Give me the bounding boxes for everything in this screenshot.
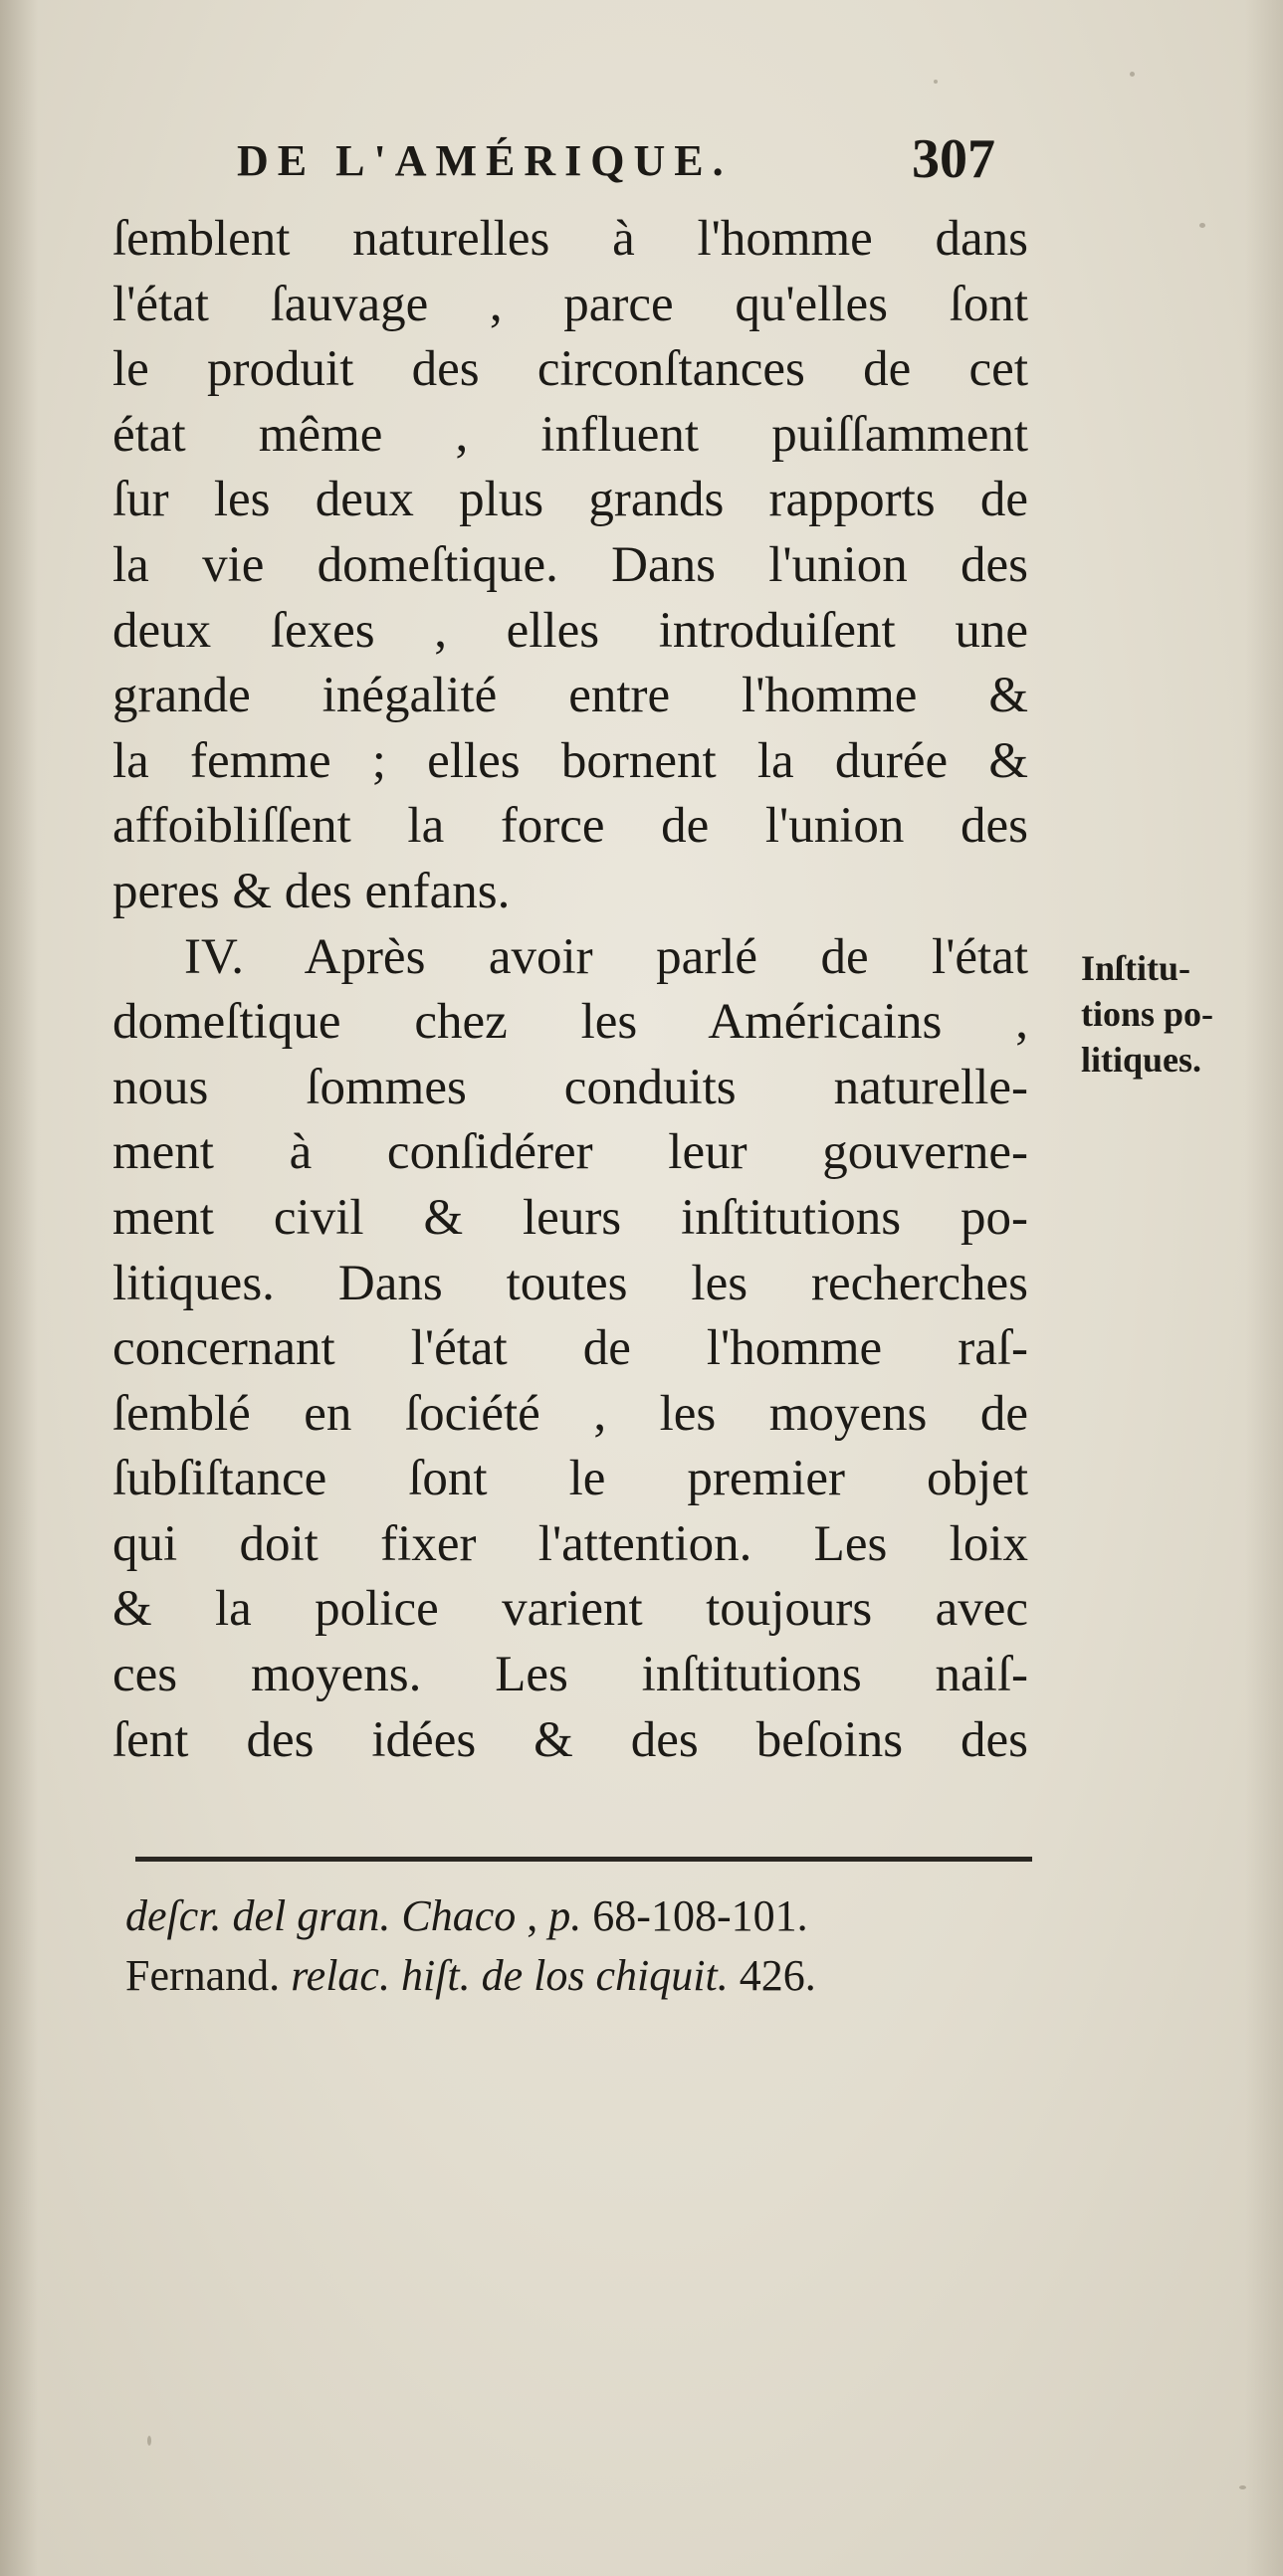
body-text bbox=[112, 207, 1028, 1773]
text-line: ment civil & leurs inſtitutions po- bbox=[112, 1189, 1028, 1246]
text-line: la vie domeſtique. Dans l'union des bbox=[112, 536, 1028, 593]
text-line: qui doit fixer l'attention. Les loix bbox=[112, 1515, 1028, 1572]
text-line: affoibliſſent la force de l'union des bbox=[112, 798, 1028, 855]
footnote-line bbox=[125, 1886, 1041, 1946]
text-line: & la police varient toujours avec bbox=[112, 1581, 1028, 1638]
text-line: ſent des idées & des beſoins des bbox=[112, 1711, 1028, 1768]
paper-speck bbox=[1199, 223, 1205, 228]
text-line: ces moyens. Les inſtitutions naiſ- bbox=[112, 1647, 1028, 1703]
text-line: ſur les deux plus grands rapports de bbox=[112, 472, 1028, 528]
text-line: état même , influent puiſſamment bbox=[112, 406, 1028, 463]
footnote-rule bbox=[135, 1857, 1032, 1862]
footnote-title: deſcr. del gran. Chaco bbox=[125, 1891, 517, 1940]
text-line: grande inégalité entre l'homme & bbox=[112, 668, 1028, 724]
text-line: le produit des circonſtances de cet bbox=[112, 341, 1028, 398]
marginal-note-line: litiques. bbox=[1081, 1040, 1202, 1080]
footnote-author: Fernand. bbox=[125, 1951, 281, 2000]
text-line: ſubſiſtance ſont le premier objet bbox=[112, 1451, 1028, 1507]
text-line: ſemblent naturelles à l'homme dans bbox=[112, 211, 1028, 267]
text-line: la femme ; elles bornent la durée & bbox=[112, 732, 1028, 789]
page-edge-shadow-right bbox=[1245, 0, 1283, 2576]
marginal-note bbox=[1081, 945, 1255, 1083]
running-head: DE L'AMÉRIQUE. bbox=[237, 136, 733, 185]
marginal-note-line: Inſtitu- bbox=[1081, 948, 1191, 988]
text-line: ſemblé en ſociété , les moyens de bbox=[112, 1385, 1028, 1442]
marginal-note-line: tions po- bbox=[1081, 994, 1214, 1034]
paper-speck bbox=[1239, 2485, 1246, 2489]
footnote-pages: 68-108-101. bbox=[581, 1891, 808, 1940]
footnote-title: relac. hiſt. de los chiquit. bbox=[280, 1951, 729, 2000]
text-line: nous ſommes conduits naturelle- bbox=[112, 1059, 1028, 1115]
text-line: deux ſexes , elles introduiſent une bbox=[112, 602, 1028, 659]
text-line: l'état ſauvage , parce qu'elles ſont bbox=[112, 276, 1028, 332]
footnote-pages: 426. bbox=[728, 1951, 816, 2000]
page-number: 307 bbox=[912, 128, 995, 190]
page-edge-shadow-left bbox=[0, 0, 38, 2576]
text-line: domeſtique chez les Américains , bbox=[112, 994, 1028, 1051]
page-header bbox=[237, 127, 1033, 197]
footnotes bbox=[125, 1886, 1041, 2006]
footnote-line bbox=[125, 1946, 1041, 2006]
text-line: ment à conſidérer leur gouverne- bbox=[112, 1124, 1028, 1181]
paper-speck bbox=[934, 80, 938, 84]
text-line: concernant l'état de l'homme raſ- bbox=[112, 1320, 1028, 1377]
paper-speck bbox=[147, 2436, 151, 2446]
footnote-separator: , bbox=[516, 1891, 549, 1940]
text-line-paragraph-start: IV. Après avoir parlé de l'état bbox=[184, 928, 1028, 985]
footnote-page-abbrev: p. bbox=[548, 1891, 582, 1940]
text-line: litiques. Dans toutes les recherches bbox=[112, 1255, 1028, 1311]
text-line-paragraph-end: peres & des enfans. bbox=[112, 863, 511, 919]
paper-speck bbox=[1130, 72, 1135, 77]
